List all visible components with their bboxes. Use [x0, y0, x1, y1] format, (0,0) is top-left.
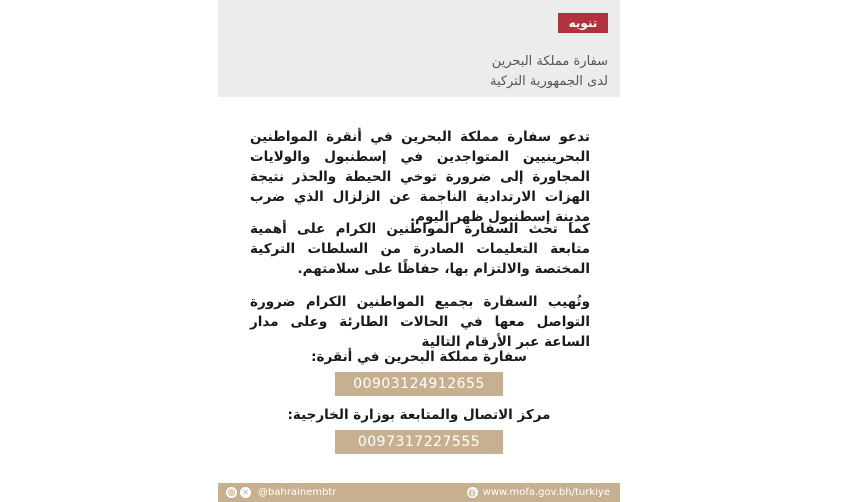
paragraph-1: تدعو سفارة مملكة البحرين في أنقرة المواطنين البحرينيين المتواجدين في إسطنبول والولايات المجاورة إلى ضرورة توخي الحيطة والحذر نتيجة الهزات الارتدادية الناجمة عن الزلزال الذي ضرب مدينة إسطنبول ظهر اليوم. [250, 129, 590, 225]
paragraph-2: كما تحث السفارة المواطنين الكرام على أهمية متابعة التعليمات الصادرة من السلطات التركية المختصة والالتزام بها، حفاظًا على سلامتهم. [250, 221, 590, 277]
social-handle-group[interactable] [226, 483, 336, 502]
paragraph-3: وتُهيب السفارة بجميع المواطنين الكرام ضرورة التواصل معها في الحالات الطارئة وعلى مدار الساعة عبر الأرقام التالية [250, 294, 590, 350]
notice-badge: تنويه [558, 13, 608, 33]
title-line-1: سفارة مملكة البحرين [491, 54, 608, 69]
instagram-icon [226, 487, 237, 498]
footer [218, 483, 620, 502]
ministry-phone-label: مركز الاتصال والمتابعة بوزارة الخارجية: [287, 407, 551, 423]
x-icon: ✕ [240, 487, 251, 498]
announcement-card [218, 0, 620, 502]
website-group[interactable] [467, 483, 610, 502]
header [218, 0, 620, 97]
embassy-phone-label: سفارة مملكة البحرين في أنقرة: [311, 349, 527, 365]
ministry-phone-number[interactable]: 0097317227555 [335, 430, 503, 454]
embassy-title [308, 52, 608, 92]
globe-icon [467, 487, 478, 498]
embassy-phone-number[interactable]: 00903124912655 [335, 372, 503, 396]
website-link: www.mofa.gov.bh/turkiye [482, 487, 610, 498]
social-handle: @bahrainembtr [258, 487, 337, 498]
title-line-2: لدى الجمهورية التركية [489, 74, 608, 89]
